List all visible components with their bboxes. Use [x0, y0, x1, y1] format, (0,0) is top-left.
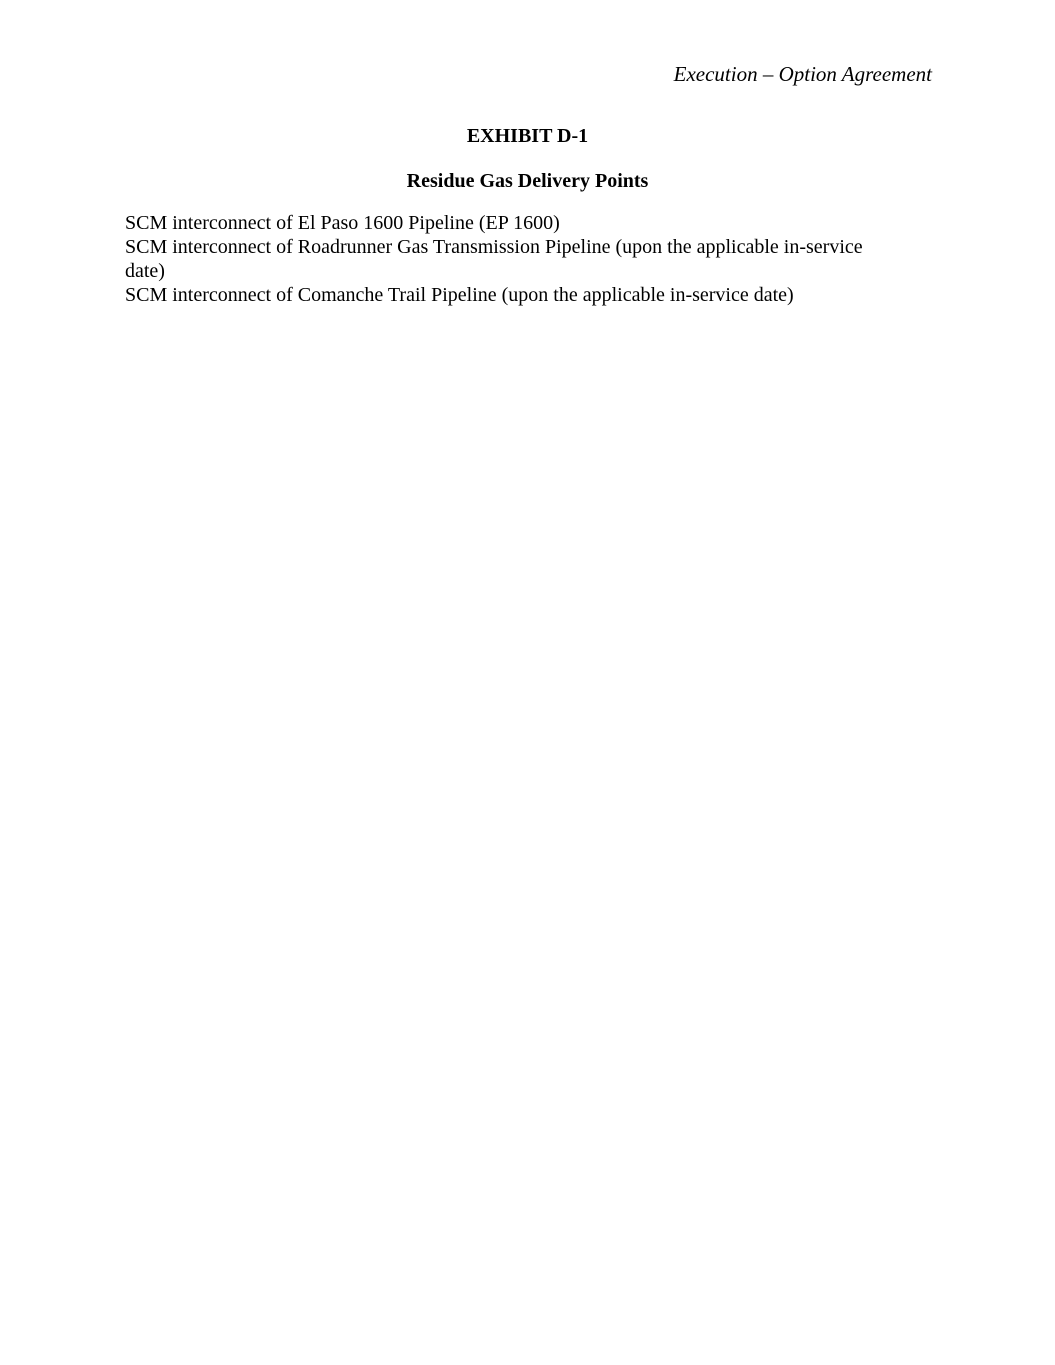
exhibit-title: EXHIBIT D-1 — [466, 125, 589, 147]
delivery-point-roadrunner: SCM interconnect of Roadrunner Gas Transmission Pipeline (upon the applicable in-service date) — [125, 236, 863, 282]
delivery-points-list — [125, 211, 900, 307]
exhibit-subtitle: Residue Gas Delivery Points — [406, 170, 649, 192]
delivery-point-el-paso: SCM interconnect of El Paso 1600 Pipeline (EP 1600) — [125, 212, 560, 234]
running-header: Execution – Option Agreement — [673, 62, 932, 86]
delivery-point-comanche-trail: SCM interconnect of Comanche Trail Pipeline (upon the applicable in-service date) — [125, 284, 794, 306]
